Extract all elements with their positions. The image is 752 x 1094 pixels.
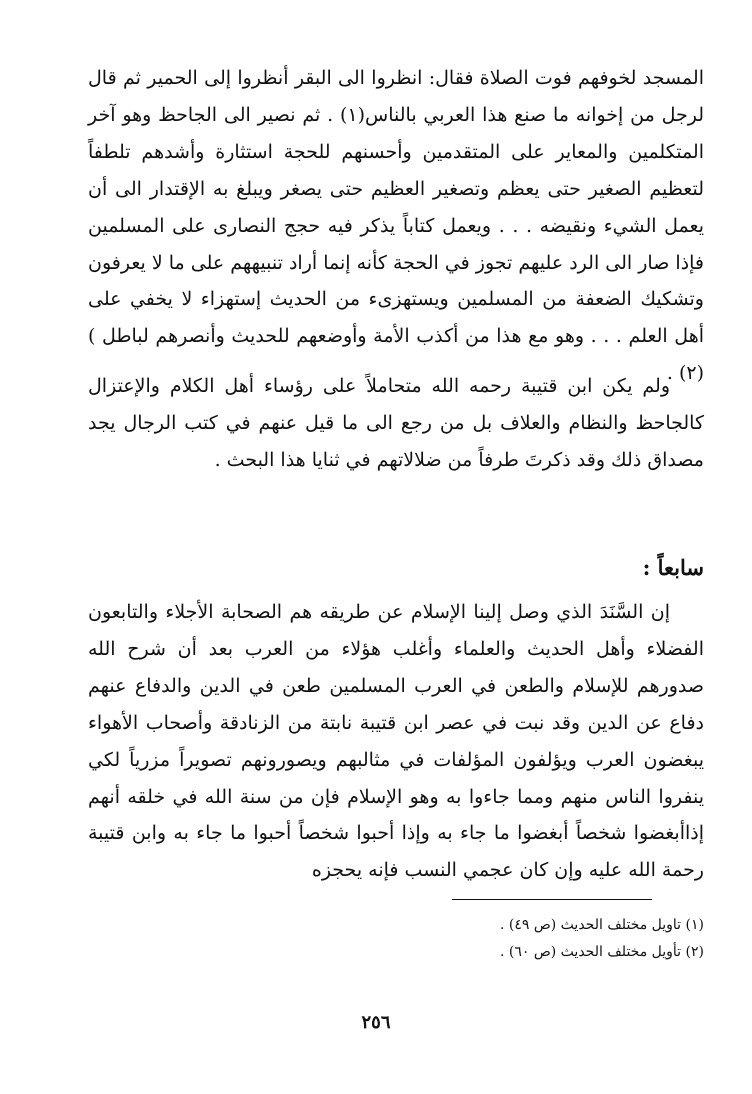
- footnote-1: (١) تاويل مختلف الحديث (ص ٤٩) .: [499, 917, 704, 933]
- footnote-divider: [452, 899, 652, 900]
- paragraph-1: [88, 60, 704, 392]
- paragraph-3-text: إن السَّنَدَ الذي وصل إلينا الإسلام عن طريقه هم الصحابة الأجلاء والتابعون الفضلاء وأهل الحديث والعلماء وأغلب هؤلاء من العرب بعد أن شرح الله صدورهم للإسلام والطعن في العرب المسلمين طعن في الدين والدفاع عنهم دفاع عن الدين وقد نبت في عصر ابن قتيبة نابتة من الزنادقة وأصحاب الأهواء يبغضون العرب ويؤلفون المؤلفات في مثالبهم ويصورونهم تصويراً مزرياً لكي ينفروا الناس منهم ومما جاءوا به وهو الإسلام فإن من سنة الله في خلقه أنهم إذاأبغضوا شخصاً أبغضوا ما جاء به وإذا أحبوا شخصاً أحبوا ما جاء به وابن قتيبة رحمة الله عليه وإن كان عجمي النسب فإنه يحجزه: [88, 601, 704, 882]
- section-heading: سابعاً :: [642, 555, 704, 580]
- footnote-2: (٢) تأويل مختلف الحديث (ص ٦٠) .: [499, 944, 704, 960]
- paragraph-2: [88, 368, 704, 479]
- footnotes: [500, 912, 704, 966]
- page-number: ٢٥٦: [361, 1012, 391, 1033]
- paragraph-1-text: المسجد لخوفهم فوت الصلاة فقال: انظروا الى البقر أنظروا إلى الحمير ثم قال لرجل من إخوانه ما صنع هذا العربي بالناس(١) . ثم نصير الى الجاحظ وهو آخر المتكلمين والمعاير على المتقدمين وأحسنهم للحجة استثارة وأشدهم تلطفاً لتعظيم الصغير حتى يعظم وتصغير العظيم حتى يصغر ويبلغ به الإقتدار الى أن يعمل الشيء ونقيضه . . . ويعمل كتاباً يذكر فيه حجج النصارى على المسلمين فإذا صار الى الرد عليهم تجوز في الحجة كأنه إنما أراد تنبيههم على ما لا يعرفون وتشكيك الضعفة من المسلمين ويستهزىء من الحديث إستهزاء لا يخفي على أهل العلم . . . وهو مع هذا من أكذب الأمة وأوضعهم للحديث وأنصرهم لباطل )(٢) .: [88, 67, 704, 385]
- paragraph-2-text: ولم يكن ابن قتيبة رحمه الله متحاملاً على رؤساء أهل الكلام والإعتزال كالجاحظ والنظام والعلاف بل من رجع الى ما قيل عنهم في كتب الرجال يجد مصداق ذلك وقد ذكرتَ طرفاً من ضلالاتهم في ثنايا هذا البحث .: [88, 375, 704, 471]
- paragraph-3: [88, 594, 704, 889]
